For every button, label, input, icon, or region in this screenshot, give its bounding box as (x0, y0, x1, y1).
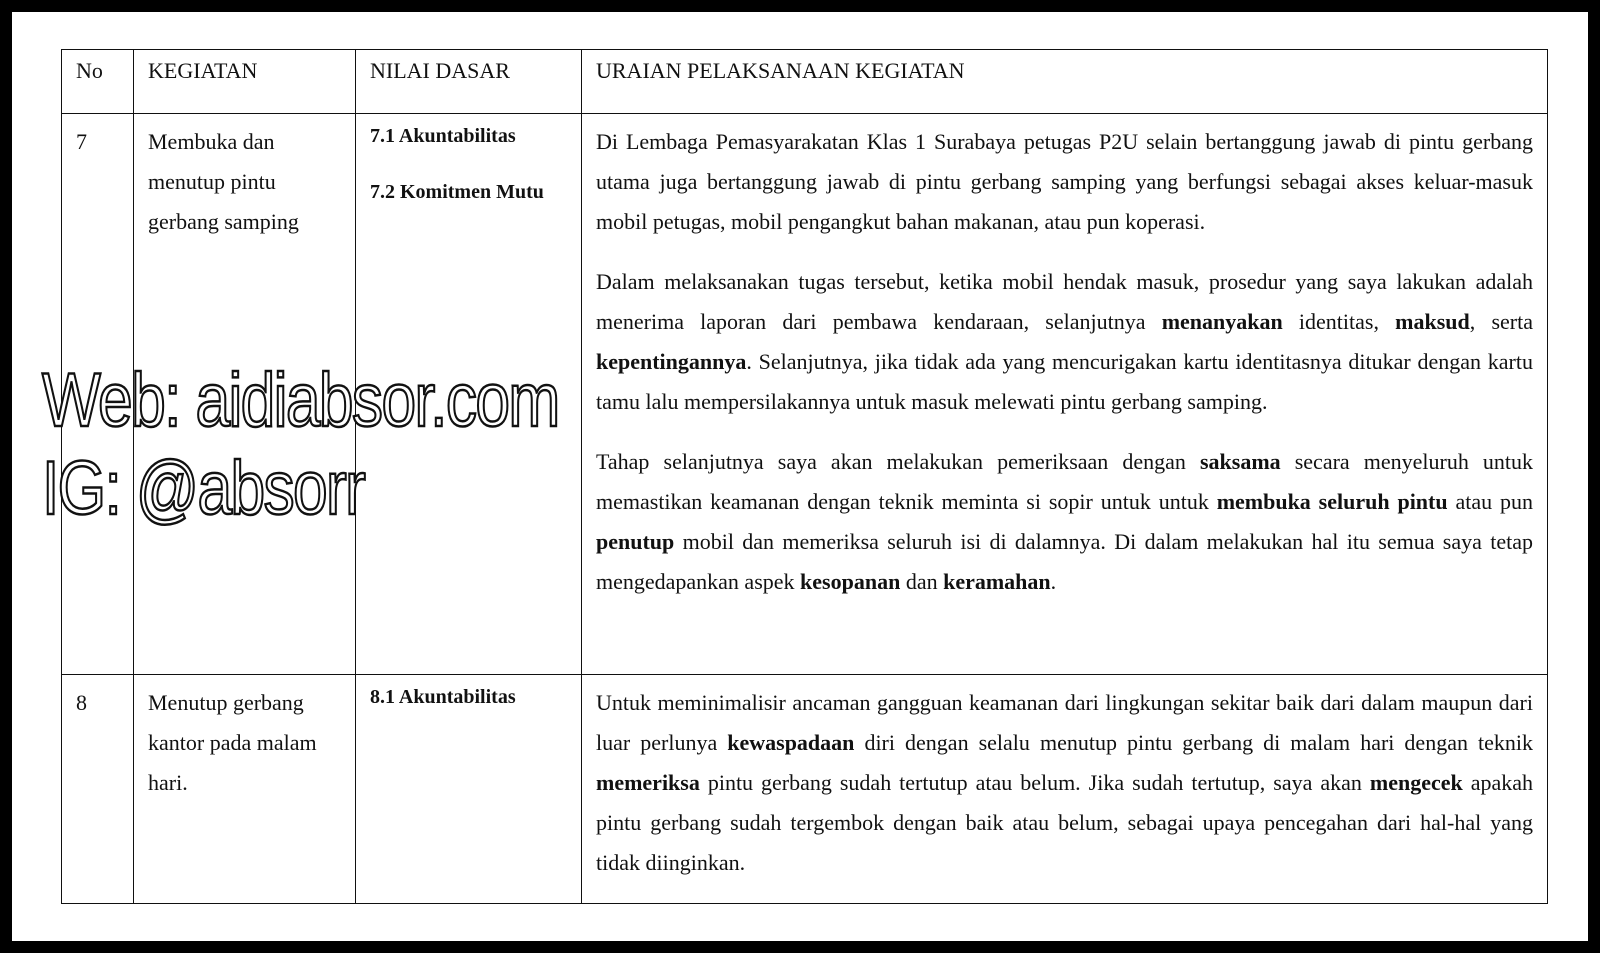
activity-name: Membuka dan menutup pintu gerbang samping (134, 114, 356, 675)
watermark (42, 357, 559, 533)
emphasized-text: kesopanan (800, 569, 901, 594)
header-nilai-dasar: NILAI DASAR (356, 50, 582, 114)
description-paragraph: Dalam melaksanakan tugas tersebut, ketika mobil hendak masuk, prosedur yang saya lakukan adalah menerima laporan dari pembawa kendaraan, selanjutnya menanyakan identitas, maksud, serta kepentingannya. Selanjutnya, jika tidak ada yang mencurigakan kartu identitasnya ditukar dengan kartu tamu lalu mempersilakannya untuk masuk melewati pintu gerbang samping. (596, 269, 1533, 414)
emphasized-text: maksud (1395, 309, 1470, 334)
description-paragraph: Tahap selanjutnya saya akan melakukan pemeriksaan dengan saksama secara menyeluruh untuk memastikan keamanan dengan teknik meminta si sopir untuk untuk membuka seluruh pintu atau pun penutup mobil dan memeriksa seluruh isi di dalamnya. Di dalam melakukan hal itu semua saya tetap mengedapankan aspek kesopanan dan keramahan. (596, 449, 1534, 594)
table-header-row (62, 50, 1548, 114)
description-paragraph: Di Lembaga Pemasyarakatan Klas 1 Surabaya petugas P2U selain bertanggung jawab di pintu gerbang utama juga bertanggung jawab di pintu gerbang samping yang berfungsi sebagai akses keluar-masuk mobil petugas, mobil pengangkut bahan makanan, atau pun koperasi. (596, 129, 1533, 234)
emphasized-text: kewaspadaan (727, 730, 855, 755)
row-number: 8 (62, 675, 134, 904)
emphasized-text: mengecek (1369, 770, 1463, 795)
header-kegiatan: KEGIATAN (134, 50, 356, 114)
emphasized-text: memeriksa (596, 770, 700, 795)
description-cell (582, 675, 1548, 904)
emphasized-text: kepentingannya (596, 349, 747, 374)
emphasized-text: keramahan (943, 569, 1051, 594)
document-page (12, 12, 1588, 941)
description-cell (582, 114, 1548, 675)
header-no: No (62, 50, 134, 114)
basic-value: 7.1 Akuntabilitas (370, 125, 516, 147)
activity-name: Menutup gerbang kantor pada malam hari. (134, 675, 356, 904)
basic-value: 8.1 Akuntabilitas (370, 686, 516, 708)
emphasized-text: penutup (596, 529, 675, 554)
watermark-web: Web: aidiabsor.com (42, 358, 559, 443)
watermark-ig: IG: @absorr (42, 446, 365, 531)
emphasized-text: membuka seluruh pintu (1216, 489, 1448, 514)
emphasized-text: saksama (1199, 449, 1281, 474)
emphasized-text: menanyakan (1161, 309, 1283, 334)
table-row (62, 675, 1548, 904)
description-paragraph: Untuk meminimalisir ancaman gangguan keamanan dari lingkungan sekitar baik dari dalam maupun dari luar perlunya kewaspadaan diri dengan selalu menutup pintu gerbang di malam hari dengan teknik memeriksa pintu gerbang sudah tertutup atau belum. Jika sudah tertutup, saya akan mengecek apakah pintu gerbang sudah tergembok dengan baik atau belum, sebagai upaya pencegahan dari hal-hal yang tidak diinginkan. (596, 690, 1534, 875)
row-number: 7 (62, 114, 134, 675)
basic-values-cell (356, 675, 582, 904)
basic-value: 7.2 Komitmen Mutu (370, 181, 544, 203)
header-uraian: URAIAN PELAKSANAAN KEGIATAN (582, 50, 1548, 114)
